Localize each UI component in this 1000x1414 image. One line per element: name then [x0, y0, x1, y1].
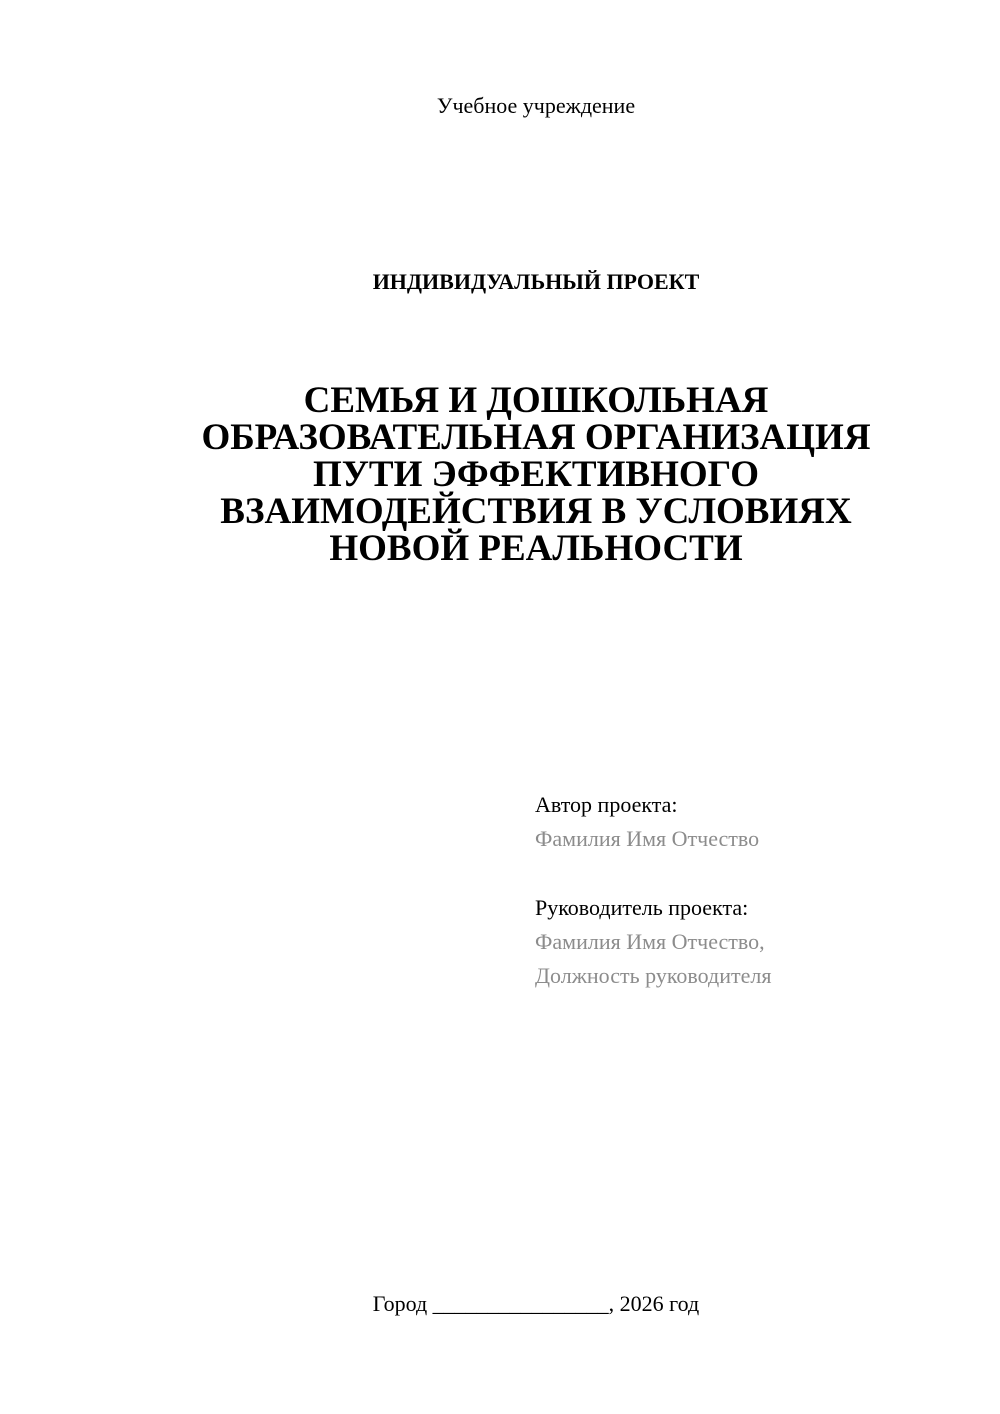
- project-title: [150, 382, 922, 567]
- supervisor-position-placeholder: Должность руководителя: [535, 963, 772, 988]
- credits-block: [535, 788, 975, 993]
- supervisor-name-placeholder: Фамилия Имя Отчество,: [535, 929, 765, 954]
- project-title-line: ПУТИ ЭФФЕКТИВНОГО: [312, 454, 760, 495]
- author-label: Автор проекта:: [535, 792, 678, 817]
- city-year-line: Город ________________, 2026 год: [372, 1291, 700, 1316]
- project-title-line: ОБРАЗОВАТЕЛЬНАЯ ОРГАНИЗАЦИЯ: [201, 417, 871, 458]
- document-type: ИНДИВИДУАЛЬНЫЙ ПРОЕКТ: [372, 269, 700, 294]
- project-title-line: СЕМЬЯ И ДОШКОЛЬНАЯ: [303, 380, 769, 421]
- author-name-placeholder: Фамилия Имя Отчество: [535, 826, 760, 851]
- spacer: [535, 856, 975, 891]
- supervisor-label: Руководитель проекта:: [535, 895, 749, 920]
- institution-name: Учебное учреждение: [436, 93, 636, 118]
- project-title-line: НОВОЙ РЕАЛЬНОСТИ: [329, 528, 743, 569]
- project-title-line: ВЗАИМОДЕЙСТВИЯ В УСЛОВИЯХ: [220, 491, 852, 532]
